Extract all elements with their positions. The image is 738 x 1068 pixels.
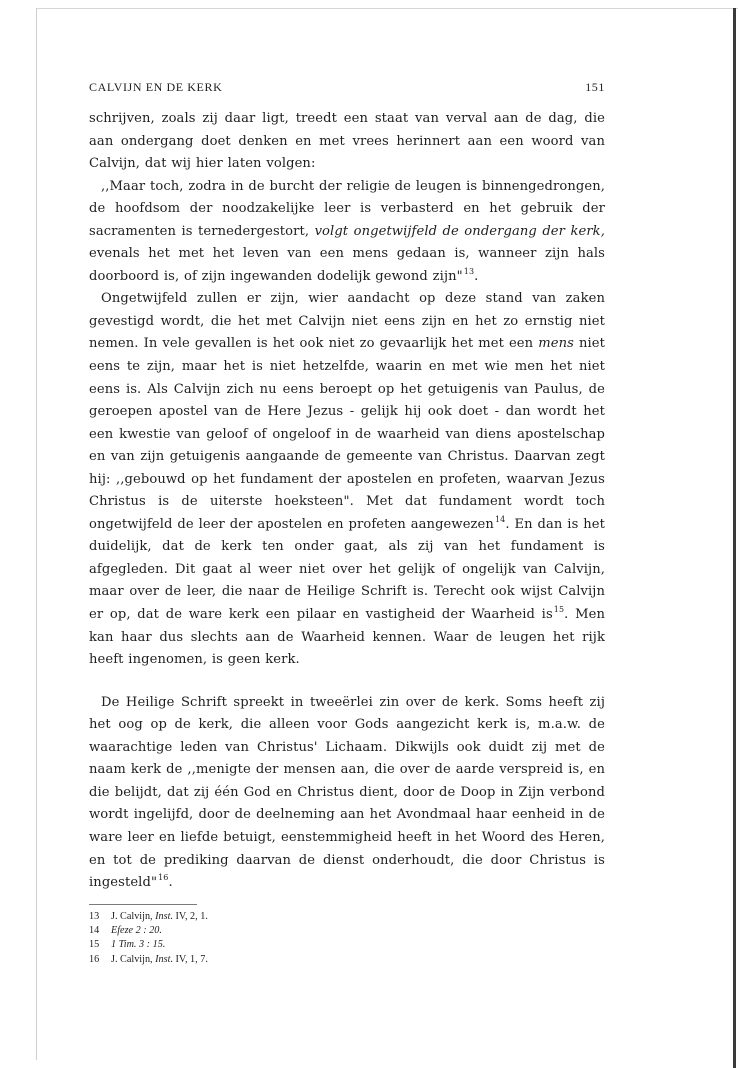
running-header <box>89 80 605 98</box>
paragraph-4 <box>89 692 605 895</box>
quote-text-start: ,,Maar toch, zodra in de burcht der religie de leugen is binnengedrongen, de hoofdsom der noodzakelijke leer is verbasterd en het gebruik der sacramenten is ternedergestort, <box>89 178 605 239</box>
body-text <box>89 108 605 895</box>
paragraph-4-text-a: De Heilige Schrift spreekt in tweeërlei zin over de kerk. Soms heeft zij het oog op de kerk, die alleen voor Gods aangezicht kerk is, m.a.w. de waarachtige leden van Christus' Lichaam. Dikwijls ook duidt zij met de naam kerk de ,,menigte der mensen aan, die over de aarde verspreid is, en die belijdt, dat zij één God en Christus dient, door de Doop in Zijn verbond wordt ingelijfd, door de deelneming aan het Avondmaal haar eenheid in de ware leer en liefde betuigt, eenstemmigheid heeft in het Woord des Heren, en tot de prediking daarvan de dienst onderhoudt, die door Christus is ingesteld" <box>89 694 605 891</box>
footnote-ref-13[interactable]: 13 <box>463 266 475 276</box>
paragraph-3-text-a: Ongetwijfeld zullen er zijn, wier aandacht op deze stand van zaken gevestigd wordt, die het met Calvijn niet eens zijn en het zo ernstig niet nemen. In vele gevallen is het ook niet zo gevaarlijk het met een <box>89 291 605 352</box>
paragraph-3-text-c: . En dan is het duidelijk, dat de kerk ten onder gaat, als zij van het fundament is afgegleden. Dit gaat al weer niet over het gelijk of ongelijk van Calvijn, maar over de leer, die naar de Heilige Schrift is. Terecht ook wijst Calvijn er op, dat de ware kerk een pilaar en vastigheid der Waarheid is <box>89 516 605 623</box>
quote-emphasis: volgt ongetwijfeld de ondergang der kerk, <box>314 223 605 239</box>
footnote-ref-16[interactable]: 16 <box>158 873 169 883</box>
paragraph-3-text-d: . Men kan haar dus slechts aan de Waarheid kennen. Waar de leugen het rijk heeft ingenomen, is geen kerk. <box>89 607 605 668</box>
footnote-ref-15[interactable]: 15 <box>553 605 565 615</box>
quote-period: . <box>474 268 479 284</box>
footnote-number: 15 <box>89 939 100 951</box>
footnote-16 <box>89 953 605 967</box>
paragraph-2-quote <box>89 176 605 289</box>
footnote-14 <box>89 924 605 938</box>
footnote-number: 14 <box>89 925 100 937</box>
footnote-text: J. Calvijn, <box>111 911 156 922</box>
paragraph-3 <box>89 288 605 671</box>
paragraph-3-text-b: niet eens te zijn, maar het is niet hetzelfde, waarin en met wie men het niet eens is. Als Calvijn zich nu eens beroept op het getuigenis van Paulus, de geroepen apostel van de Here Jezus - gelijk hij ook doet - dan wordt het een kwestie van geloof of ongeloof in de waarheid van diens apostelschap en van zijn getuigenis aangaande de gemeente van Christus. Daarvan zegt hij: ,,gebouwd op het fundament der apostelen en profeten, waarvan Jezus Christus is de uiterste hoeksteen". Met dat fundament wordt toch ongetwijfeld de leer der apostelen en profeten aangewezen <box>89 336 605 532</box>
quote-text-end: evenals het met het leven van een mens gedaan is, wanneer zijn hals doorboord is, of zijn ingewanden dodelijk gewond zijn" <box>89 246 605 284</box>
page-edge-top <box>36 8 738 9</box>
footnote-emphasis: Efeze 2 : 20. <box>111 925 162 937</box>
footnote-text: J. Calvijn, <box>111 953 156 965</box>
footnote-text-end: IV, 2, 1. <box>172 911 208 922</box>
running-header-title: CALVIJN EN DE KERK <box>89 80 223 94</box>
footnote-15 <box>89 938 605 952</box>
paragraph-1-text: schrijven, zoals zij daar ligt, treedt een staat van verval aan de dag, die aan ondergang doet denken en met vrees herinnert aan een woord van Calvijn, dat wij hier laten volgen: <box>89 111 605 172</box>
footnote-text-end: IV, 1, 7. <box>172 953 208 965</box>
footnote-emphasis: Inst. <box>155 953 173 965</box>
footnote-ref-14[interactable]: 14 <box>494 514 506 524</box>
paragraph-1 <box>89 108 605 176</box>
footnote-number: 13 <box>89 911 100 922</box>
paragraph-4-text-b: . <box>168 875 173 891</box>
footnote-divider <box>89 904 197 905</box>
footnote-number: 16 <box>89 953 100 965</box>
footnotes <box>89 910 605 967</box>
page-number: 151 <box>585 80 605 94</box>
page-edge-right <box>733 8 736 1068</box>
footnote-13 <box>89 910 605 924</box>
footnote-emphasis: Inst. <box>155 911 173 922</box>
paragraph-3-emphasis: mens <box>538 336 574 352</box>
page-edge-left <box>36 8 37 1060</box>
footnote-emphasis: 1 Tim. 3 : 15. <box>111 939 166 951</box>
